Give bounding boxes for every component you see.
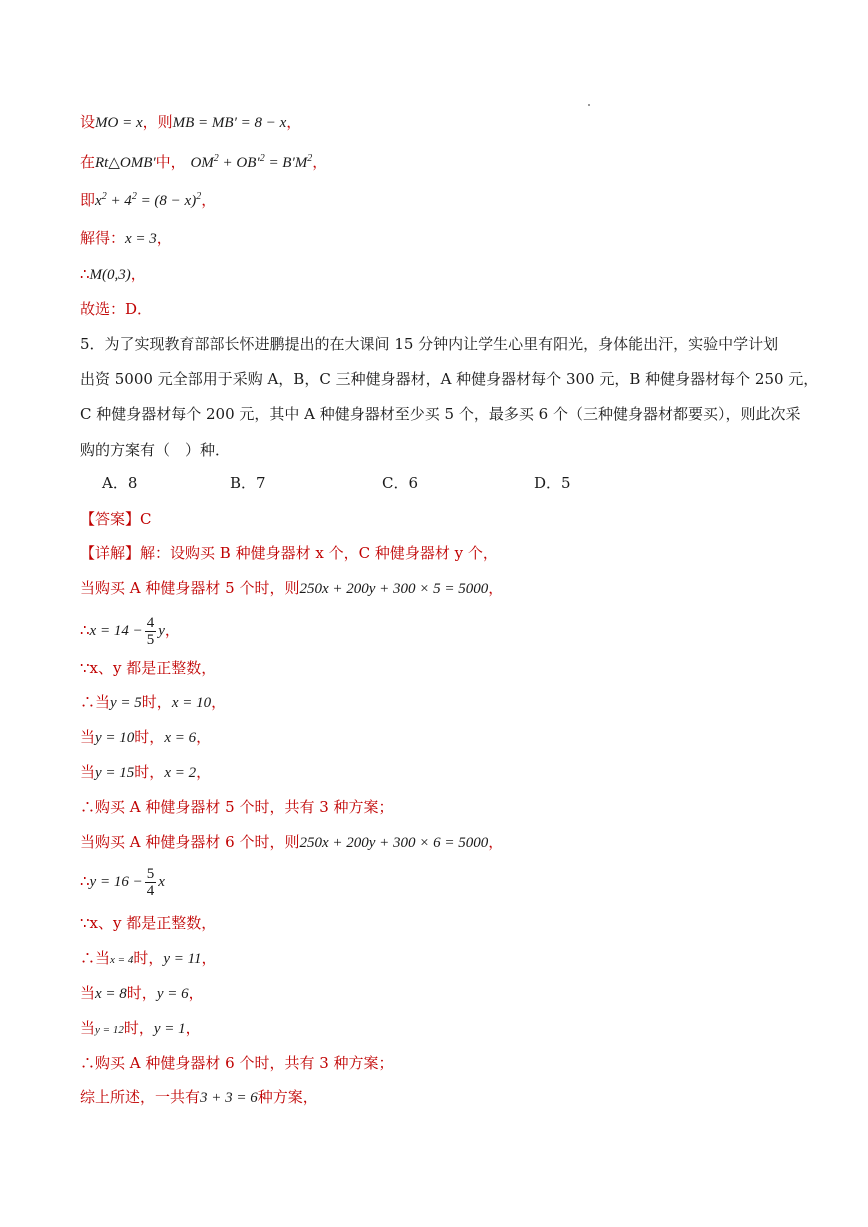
detail-line-12	[80, 948, 217, 970]
detail-line-2	[80, 578, 503, 599]
text: ，	[185, 1019, 201, 1037]
question-line-4: 购的方案有（ ）种．	[80, 441, 231, 459]
option-a: A．8	[102, 474, 138, 492]
text: 当	[80, 728, 96, 746]
prev-line-2	[80, 149, 327, 173]
prev-line-5	[80, 264, 146, 285]
exponent: 2	[196, 191, 202, 202]
math: MO = x	[95, 115, 143, 131]
text: 即	[80, 191, 96, 209]
exponent: 2	[307, 153, 313, 164]
detail-label: 【详解】	[80, 544, 141, 562]
math: x = 14 −	[89, 623, 143, 639]
detail-line-3	[80, 613, 180, 648]
math: 3 + 3 = 6	[200, 1090, 258, 1106]
math: y = 15	[95, 765, 135, 781]
math: x	[158, 874, 165, 890]
text: ，	[196, 763, 212, 781]
answer-label: 【答案】	[80, 510, 141, 528]
text: ，	[156, 229, 172, 247]
question-line-3: C 种健身器材每个 200 元，其中 A 种健身器材至少买 5 个，最多买 6 个（三种健身器材都要买），则此次采	[80, 405, 801, 423]
text: ，	[211, 693, 227, 711]
text: 时，	[126, 984, 157, 1002]
exponent: 2	[131, 191, 137, 202]
term: = B′M	[264, 155, 308, 171]
option-d: D．5	[534, 474, 571, 492]
detail-line-5	[80, 692, 226, 713]
math: 250x + 200y + 300 × 5 = 5000	[299, 581, 489, 597]
math: y = 11	[163, 951, 202, 967]
text: 综上所述，一共有	[80, 1088, 201, 1106]
text: ，	[196, 728, 212, 746]
stray-dot	[588, 104, 590, 106]
text: 解得：	[80, 229, 126, 247]
text: 当	[80, 763, 96, 781]
math: 250x + 200y + 300 × 6 = 5000	[299, 835, 489, 851]
text: 中，	[155, 153, 186, 171]
text: ，	[188, 984, 204, 1002]
detail-line-4: ∵x、y 都是正整数，	[80, 659, 217, 677]
term: + OB′	[218, 155, 260, 171]
text: ∴	[80, 265, 90, 283]
detail-line-13	[80, 983, 204, 1004]
denominator: 5	[146, 631, 155, 648]
text: 解：设购买 B 种健身器材 x 个，C 种健身器材 y 个，	[140, 544, 498, 562]
detail-line-9	[80, 832, 503, 853]
term: x	[95, 193, 102, 209]
text: ，	[312, 153, 328, 171]
math: y = 5	[110, 695, 142, 711]
math: y = 12	[95, 1024, 124, 1036]
detail-line-6	[80, 727, 211, 748]
exponent: 2	[213, 153, 219, 164]
detail-line-1	[80, 543, 498, 563]
term: OM	[190, 155, 214, 171]
question-line-1: 5．为了实现教育部部长怀进鹏提出的在大课间 15 分钟内让学生心里有阳光，身体能出汗，实验中学计划	[80, 335, 779, 353]
text: 当	[80, 1019, 96, 1037]
option-c: C．6	[382, 474, 419, 492]
numerator: 5	[146, 865, 155, 882]
detail-line-15: ∴购买 A 种健身器材 6 个时，共有 3 种方案；	[80, 1054, 394, 1072]
math: MB = MB′ = 8 − x	[172, 115, 287, 131]
math-pythagoras	[190, 155, 312, 171]
answer-line	[80, 509, 152, 529]
math: x = 4	[110, 954, 134, 966]
math: y	[158, 623, 165, 639]
detail-line-7	[80, 762, 211, 783]
text: ∴	[80, 621, 90, 639]
detail-line-11: ∵x、y 都是正整数，	[80, 914, 217, 932]
text: 时，	[133, 949, 164, 967]
math: y = 10	[95, 730, 135, 746]
text: ∴当	[80, 693, 111, 711]
question-line-2: 出资 5000 元全部用于采购 A，B，C 三种健身器材，A 种健身器材每个 300 元，B 种健身器材每个 250 元，	[80, 370, 819, 388]
options-row	[102, 473, 571, 493]
text: ，	[201, 191, 217, 209]
detail-line-16	[80, 1087, 318, 1108]
text: ，	[201, 949, 217, 967]
text: 当	[80, 984, 96, 1002]
numerator: 4	[146, 614, 155, 631]
text: 设	[80, 113, 96, 131]
text: ，	[164, 621, 180, 639]
prev-line-4	[80, 228, 172, 249]
math: M(0,3)	[89, 267, 131, 283]
math: y = 6	[156, 986, 189, 1002]
math: y = 1	[153, 1021, 186, 1037]
denominator: 4	[146, 882, 155, 899]
math: y = 16 −	[89, 874, 143, 890]
text: ，则	[142, 113, 173, 131]
detail-line-14	[80, 1018, 201, 1040]
text: 时，	[134, 728, 165, 746]
text: 当购买 A 种健身器材 6 个时，则	[80, 833, 300, 851]
text: 当购买 A 种健身器材 5 个时，则	[80, 579, 300, 597]
prev-line-3	[80, 187, 216, 211]
exponent: 2	[101, 191, 107, 202]
text: ∴当	[80, 949, 111, 967]
math: x = 10	[171, 695, 212, 711]
fraction	[145, 866, 157, 899]
text: ，	[488, 579, 504, 597]
detail-line-10	[80, 864, 165, 899]
term: = (8 − x)	[136, 193, 197, 209]
text: ，	[130, 265, 146, 283]
text: ，	[488, 833, 504, 851]
text: 种方案，	[257, 1088, 318, 1106]
text: 时，	[141, 693, 172, 711]
term: + 4	[106, 193, 132, 209]
fraction	[145, 615, 157, 648]
text: ∴	[80, 872, 90, 890]
text: 时，	[123, 1019, 154, 1037]
math-equation	[95, 193, 201, 209]
text: 在	[80, 153, 96, 171]
math: x = 8	[95, 986, 127, 1002]
math: x = 2	[164, 765, 197, 781]
math: x = 6	[164, 730, 197, 746]
prev-line-6: 故选：D．	[80, 300, 153, 318]
option-b: B．7	[230, 474, 266, 492]
math: Rt△OMB′	[95, 155, 156, 171]
exponent: 2	[259, 153, 265, 164]
detail-line-8: ∴购买 A 种健身器材 5 个时，共有 3 种方案；	[80, 798, 394, 816]
answer-value: C	[140, 510, 152, 528]
math: x = 3	[125, 231, 157, 247]
text: ，	[286, 113, 302, 131]
text: 时，	[134, 763, 165, 781]
prev-line-1	[80, 112, 301, 133]
